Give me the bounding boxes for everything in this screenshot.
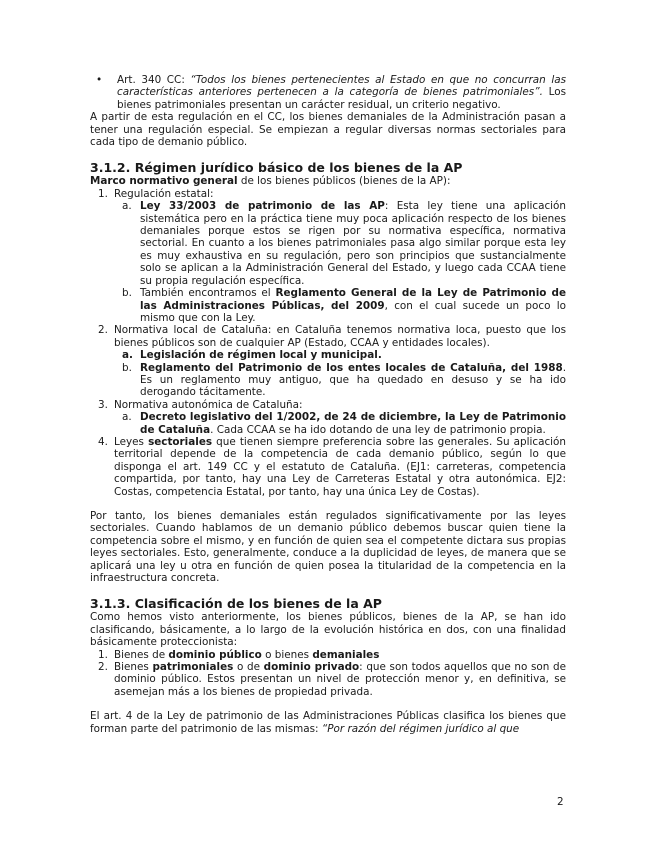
closing-paragraph-312: Por tanto, los bienes demaniales están regulados significativamente por las leyes sectoriales. Cuando hablamos de un demanio público debemos buscar quien tiene la competencia sobre el mismo, y en función de quien sea el competente dictara sus propias leyes sectoriales. Esto, generalmente, conduce a la duplicidad de leyes, de manera que se aplicará una ley u otra en función de quien posea la titularidad de la competencia en la infraestructura concreta. (90, 510, 566, 585)
class-item-1: 1. Bienes de dominio público o bienes demaniales (98, 648, 380, 661)
list-item-3: 3. Normativa autonómica de Cataluña: (98, 398, 303, 411)
section-313-intro: Como hemos visto anteriormente, los bienes públicos, bienes de la AP, se han ido clasificando, básicamente, a lo largo de la evolución histórica en dos, con una finalidad básicamente proteccionista: (90, 611, 566, 649)
list-item-1b: b. También encontramos el Reglamento General de la Ley de Patrimonio de las Administraciones Públicas, del 2009, con el cual sucede un poco lo mismo que con la Ley. (122, 287, 566, 324)
list-item-2a: a. Legislación de régimen local y municipal. (122, 349, 382, 362)
art-340-quote: “Todos los bienes pertenecientes al Estado en que no concurran las características anteriores pertenecen a la categoría de bienes patrimoniales”. (117, 74, 566, 99)
class-item-2: 2. Bienes patrimoniales o de dominio privado: que son todos aquellos que no son de dominio público. Estos presentan un nivel de protección menor y, en definitiva, se asemejan más a los bienes de propiedad privada. (98, 661, 567, 698)
list-item-1a: a. Ley 33/2003 de patrimonio de las AP: Esta ley tiene una aplicación sistemática pero en la práctica tiene muy poca aplicación respecto de los bienes demaniales porque estos se rigen por su normativa específica, normativa sectorial. En cuanto a los bienes patrimoniales pasa algo similar porque esta ley es muy exhaustiva en su regulación, pero son principios que sustancialmente solo se aplican a la Administración General del Estado, y luego cada CCAA tiene su propia regulación específica. (122, 200, 566, 287)
bullet-mark: • (96, 74, 103, 86)
section-heading-312: 3.1.2. Régimen jurídico básico de los bienes de la AP (90, 160, 463, 176)
page-number: 2 (557, 796, 564, 808)
list-item-2b: b. Reglamento del Patrimonio de los entes locales de Cataluña, del 1988. Es un reglamento muy antiguo, que ha quedado en desuso y se ha ido derogando tácitamente. (122, 361, 566, 399)
list-item-1: 1. Regulación estatal: (98, 187, 214, 200)
list-item-4: 4. Leyes sectoriales que tienen siempre preferencia sobre las generales. Su aplicación territorial depende de la competencia de cada demanio público, según lo que disponga el art. 149 CC y el estatuto de Cataluña. (EJ1: carreteras, competencia compartida, por tanto, hay una Ley de Carreteras Estatal y otra autonómica. EJ2: Costas, competencia Estatal, por tanto, hay una única Ley de Costas). (98, 435, 566, 498)
closing-paragraph-313: El art. 4 de la Ley de patrimonio de las Administraciones Públicas clasifica los bienes que forman parte del patrimonio de las mismas: “Por razón del régimen jurídico al que (90, 710, 566, 735)
intro-bullet (96, 74, 566, 111)
intro-paragraph: A partir de esta regulación en el CC, los bienes demaniales de la Administración pasan a tener una regulación especial. Se empiezan a regular diversas normas sectoriales para cada tipo de demanio público. (90, 111, 566, 149)
list-item-3a: a. Decreto legislativo del 1/2002, de 24 de diciembre, la Ley de Patrimonio de Cataluña. Cada CCAA se ha ido dotando de una ley de patrimonio propia. (122, 411, 566, 436)
marco-normativo-line: Marco normativo general de los bienes públicos (bienes de la AP): (90, 175, 451, 188)
bullet-text: Art. 340 CC: “Todos los bienes pertenecientes al Estado en que no concurran las características anteriores pertenecen a la categoría de bienes patrimoniales”. Los bienes patrimoniales presentan un carácter residual, un criterio negativo. (117, 74, 566, 111)
section-heading-313: 3.1.3. Clasificación de los bienes de la AP (90, 596, 382, 612)
page-content (90, 74, 566, 735)
list-item-2: 2. Normativa local de Cataluña: en Cataluña tenemos normativa loca, puesto que los bienes públicos son de cualquier AP (Estado, CCAA y entidades locales). (98, 324, 566, 349)
